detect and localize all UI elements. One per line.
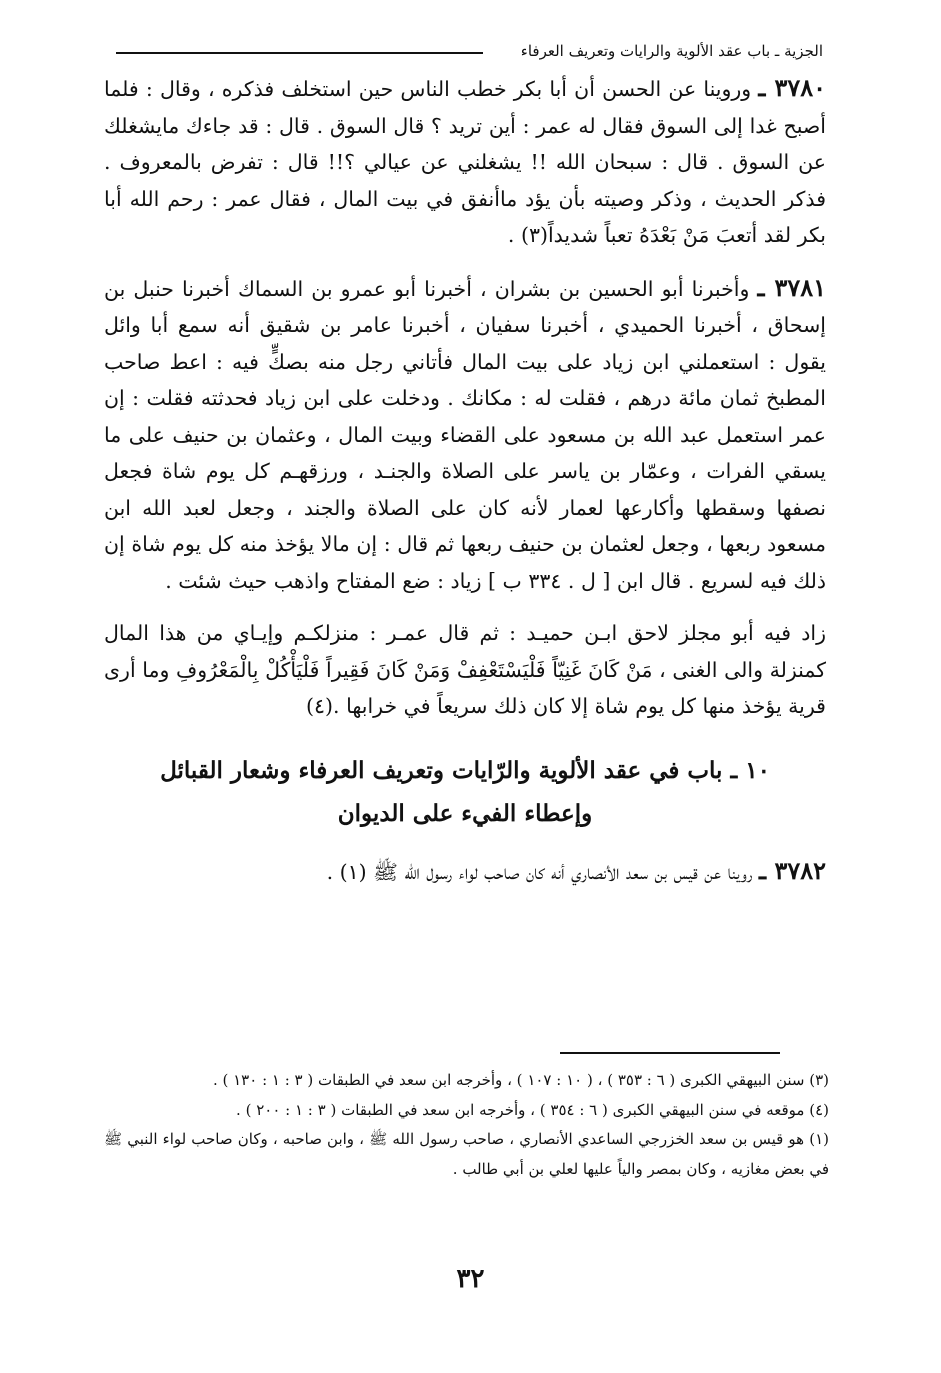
hadith-3781 bbox=[104, 270, 826, 600]
running-header bbox=[116, 34, 823, 64]
footnote-rule bbox=[560, 1052, 780, 1054]
addition-text: زاد فيه أبو مجلز لاحق ابـن حميـد : ثم قال عمـر : منزلكـم وإيـاي من هذا المال كمنزلة والى الغنى ، مَنْ كَانَ غَنِيّاً فَلْيَسْتَعْفِفْ وَمَنْ كَانَ فَقِيراً فَلْيَأْكُلْ بِالْمَعْرُوفِ وما أرى قرية يؤخذ منها كل يوم شاة إلا كان ذلك سريعاً في خرابها .(٤) bbox=[104, 621, 826, 718]
footnote-3: (٣) سنن البيهقي الكبرى ( ٦ : ٣٥٣ ) ، ( ١٠ : ١٠٧ ) ، وأخرجه ابن سعد في الطبقات ( ٣ : ١ : ١٣٠ ) . bbox=[212, 1071, 829, 1089]
hadith-number: ٣٧٨٢ ـ bbox=[759, 855, 826, 885]
page-number: ٣٢ bbox=[456, 1264, 485, 1294]
footnote-1: (١) هو قيس بن سعد الخزرجي الساعدي الأنصاري ، صاحب رسول الله ﷺ ، وابن صاحبه ، وكان صاحب لواء النبي ﷺ في بعض مغازيه ، وكان بمصر والياً عليها لعلي بن أبي طالب . bbox=[104, 1130, 829, 1178]
hadith-text: وأخبرنا أبو الحسين بن بشران ، أخبرنا أبو عمرو بن السماك أخبرنا حنبل بن إسحاق ، أخبرنا الحميدي ، أخبرنا سفيان ، أخبرنا عامر بن شقيق أنه سمع أبا وائل يقول : استعملني ابن زياد على بيت المال فأتاني رجل منه بصكٍّ فيه : اعط صاحب المطبخ ثمان مائة درهم ، فقلت له : مكانك . ودخلت على ابن زياد فحدثته فقلت : إن عمر استعمل عبد الله بن مسعود على القضاء وبيت المال ، وعثمان بن حنيف على ما يسقي الفرات ، وعمّار بن ياسر على الصلاة والجنـد ، ورزقهـم كل يوم شاة فجعل نصفها وسقطها وأكارعها لعمار لأنه كان على الصلاة والجند ، وجعل لعبد الله ابن مسعود ربعها ، وجعل لعثمان بن حنيف ربعها ثم قال : إن مالا يؤخذ منه كل يوم شاة إن ذلك فيه لسريع . قال ابن [ ل . ٣٣٤ ب ] زياد : ضع المفتاح واذهب حيث شئت . bbox=[104, 276, 826, 593]
hadith-text: روينا عن قيس بن سعد الأنصاري أنه كان صاحب لواء رسول الله ﷺ (١) . bbox=[326, 859, 753, 884]
hadith-3782 bbox=[104, 853, 826, 891]
header-rule bbox=[116, 52, 483, 54]
section-heading: ١٠ ـ باب في عقد الألوية والرّايات وتعريف العرفاء وشعار القبائل وإعطاء الفيء على الديوان bbox=[160, 756, 770, 827]
footnotes bbox=[104, 1066, 829, 1184]
addition-paragraph bbox=[104, 615, 826, 725]
main-text bbox=[104, 70, 826, 906]
running-title: الجزية ـ باب عقد الألوية والرايات وتعريف العرفاء bbox=[520, 42, 823, 60]
footnote-4: (٤) موقعه في سنن البيهقي الكبرى ( ٦ : ٣٥٤ ) ، وأخرجه ابن سعد في الطبقات ( ٣ : ١ : ٢٠٠ ) . bbox=[236, 1100, 829, 1119]
hadith-number: ٣٧٨١ ـ bbox=[757, 272, 826, 302]
hadith-text: وروينا عن الحسن أن أبا بكر خطب الناس حين استخلف فذكره ، وقال : فلما أصبح غدا إلى السوق فقال له عمر : أين تريد ؟ قال السوق . قال : قد جاءك مايشغلك عن السوق . قال : سبحان الله !! يشغلني عن عيالي ؟!! قال : تفرض بالمعروف . فذكر الحديث ، وذكر وصيته بأن يؤد ماأنفق في بيت المال ، فقال عمر : رحم الله أبا بكر لقد أتعبَ مَنْ بَعْدَهُ تعباً شديداً(٣) . bbox=[104, 77, 826, 247]
hadith-3780 bbox=[104, 70, 826, 254]
hadith-number: ٣٧٨٠ ـ bbox=[758, 73, 826, 102]
